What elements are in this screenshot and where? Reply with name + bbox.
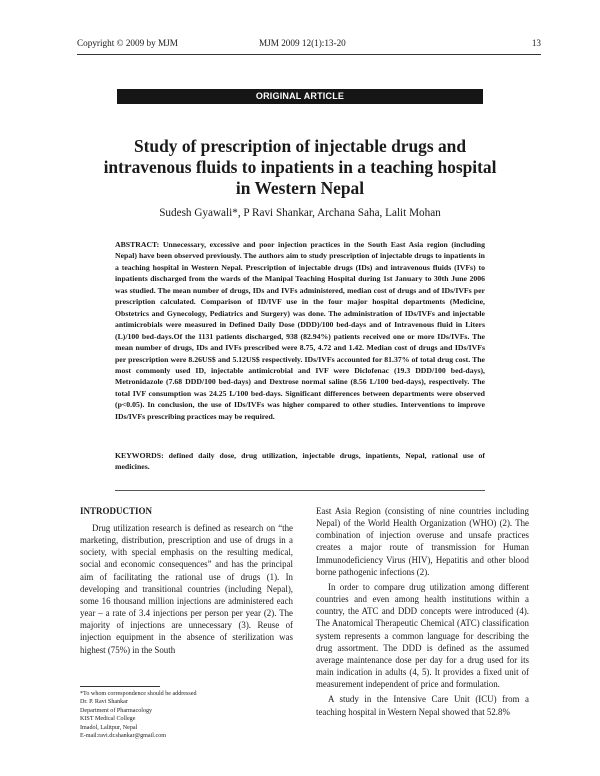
footnote-divider — [80, 686, 160, 687]
author-list: Sudesh Gyawali*, P Ravi Shankar, Archana Saha, Lalit Mohan — [159, 207, 441, 219]
footnote-line: KIST Medical College — [80, 716, 136, 723]
body-paragraph: In order to compare drug utilization among different countries and even among health institutions within a country, the ATC and DDD concepts were introduced (4). The Anatomical Therapeutic Chemical (ATC) classification system represents a common language for describing the drug assortment. The DDD is defined as the assumed average maintenance dose per day for a drug used for its main indication in adults (4, 5). It provides a fixed unit of measurement independent of price and formulation. — [316, 581, 529, 690]
footnote-line: Dr. P. Ravi Shankar — [80, 699, 128, 706]
footnote-line: Imadol, Lalitpur, Nepal — [80, 724, 138, 731]
body-paragraph: Drug utilization research is defined as research on “the marketing, distribution, prescription and use of drugs in a society, with special emphasis on the resulting medical, social and economic consequences” and has the principal aim of facilitating the rational use of drugs (1). In developing and transitional countries (including Nepal), some 16 thousand million injections are administered each year – a rate of 3.4 injections per person per year (2). The majority of injections are unnecessary (3). Reuse of injection equipment in the absence of sterilization was highest (75%) in the South — [80, 523, 293, 655]
correspondence-footnote — [80, 690, 293, 740]
footnote-email: E-mail:ravi.dr.shankar@gmail.com — [80, 733, 166, 740]
article-title: Study of prescription of injectable drugs and intravenous fluids to inpatients in a teaching hospital in Western Nepal — [103, 136, 497, 198]
section-divider — [115, 490, 485, 491]
body-paragraph: East Asia Region (consisting of nine countries including Nepal) of the World Health Organization (WHO) (2). The combination of injection overuse and unsafe practices creates a major route of transmission for Human Immunodeficiency Virus (HIV), Hepatitis and other blood borne pathogenic infections (2). — [316, 506, 529, 577]
page-number: 13 — [531, 38, 541, 48]
running-header — [77, 38, 541, 50]
header-divider — [77, 54, 541, 55]
footnote-line: *To whom correspondence should be addressed — [80, 691, 197, 697]
article-type-banner: ORIGINAL ARTICLE — [117, 89, 483, 104]
body-paragraph: A study in the Intensive Care Unit (ICU) from a teaching hospital in Western Nepal showed that 52.8% — [316, 694, 529, 717]
left-column — [80, 505, 293, 659]
journal-citation: MJM 2009 12(1):13-20 — [259, 38, 346, 48]
section-heading-introduction: INTRODUCTION — [80, 506, 153, 516]
right-column — [316, 505, 529, 721]
copyright-notice: Copyright © 2009 by MJM — [77, 38, 178, 48]
keywords: KEYWORDS: defined daily dose, drug utilization, injectable drugs, inpatients, Nepal, rational use of medicines. — [115, 451, 485, 472]
abstract: ABSTRACT: Unnecessary, excessive and poor injection practices in the South East Asia region (including Nepal) have been observed previously. The authors aim to study prescription of injectable drugs to inpatients in a teaching hospital in Western Nepal. Prescription of injectable drugs (IDs) and intravenous fluids (IVFs) to inpatients discharged from the wards of the Manipal Teaching Hospital during 1st January to 30th June 2006 was studied. The mean number of drugs, IDs and IVFs administered, median cost of drugs and of IDs/IVFs per prescription calculated. Comparison of ID/IVF use in the four major hospital departments (Medicine, Obstetrics and Gynecology, Pediatrics and Surgery) was done. The administration of IDs/IVFs and injectable antimicrobials were measured in Defined Daily Dose (DDD)/100 bed-days and of Intravenous fluid in Liters (L)/100 bed-days.Of the 1131 patients discharged, 938 (82.94%) patients received one or more IDs/IVFs. The mean number of drugs, IDs and IVFs prescribed were 8.75, 4.72 and 1.42. Median cost of drugs and IDs/IVFs per prescription were 8.26US$ and 5.12US$ respectively. IDs/IVFs accounted for 81.37% of total drug cost. The most commonly used ID, injectable antimicrobial and IVF were Diclofenac (19.3 DDD/100 bed-days), Metronidazole (7.68 DDD/100 bed-days) and Dextrose normal saline (8.56 L/100 bed-days), respectively. The total IVF consumption was 24.25 L/100 bed-days. Significant differences between departments were observed (p<0.05). In conclusion, the use of IDs/IVFs was higher compared to other studies. Interventions to improve IDs/IVFs prescribing practices may be required. — [115, 240, 485, 421]
footnote-line: Department of Pharmacology — [80, 707, 153, 714]
